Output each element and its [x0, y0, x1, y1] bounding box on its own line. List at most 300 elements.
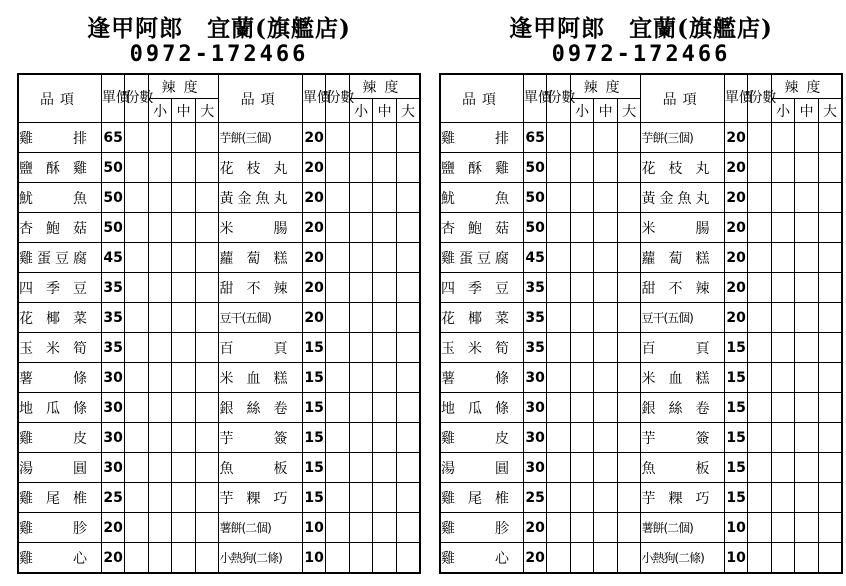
item-price: 20	[101, 513, 125, 543]
header-spicy-small: 小	[148, 99, 172, 123]
spicy-small-cell[interactable]	[349, 243, 373, 273]
item-name	[440, 303, 523, 333]
spicy-small-cell[interactable]	[570, 213, 594, 243]
spicy-small-cell[interactable]	[771, 183, 795, 213]
qty-cell[interactable]	[547, 153, 571, 183]
spicy-medium-cell[interactable]	[594, 453, 618, 483]
spicy-small-cell[interactable]	[349, 213, 373, 243]
spicy-large-cell[interactable]	[396, 273, 420, 303]
spicy-small-cell[interactable]	[349, 303, 373, 333]
spicy-small-cell[interactable]	[148, 543, 172, 574]
spicy-medium-cell[interactable]	[795, 303, 819, 333]
spicy-small-cell[interactable]	[570, 513, 594, 543]
qty-cell[interactable]	[326, 123, 350, 153]
header-spicy-small: 小	[349, 99, 373, 123]
spicy-large-cell[interactable]	[818, 333, 842, 363]
item-name-text: 薯條	[19, 370, 87, 387]
spicy-medium-cell[interactable]	[172, 123, 196, 153]
spicy-small-cell[interactable]	[771, 363, 795, 393]
spicy-medium-cell[interactable]	[594, 273, 618, 303]
qty-cell[interactable]	[125, 483, 149, 513]
spicy-large-cell[interactable]	[396, 363, 420, 393]
spicy-small-cell[interactable]	[570, 543, 594, 574]
spicy-large-cell[interactable]	[396, 513, 420, 543]
item-price: 45	[101, 243, 125, 273]
spicy-large-cell[interactable]	[818, 543, 842, 574]
spicy-large-cell[interactable]	[195, 243, 219, 273]
item-name-text: 銀絲卷	[219, 400, 288, 417]
item-name-text: 雞蛋豆腐	[441, 250, 509, 267]
spicy-large-cell[interactable]	[195, 123, 219, 153]
spicy-medium-cell[interactable]	[373, 363, 397, 393]
spicy-medium-cell[interactable]	[795, 123, 819, 153]
spicy-small-cell[interactable]	[349, 333, 373, 363]
header-item: 品項	[18, 74, 101, 123]
item-price: 15	[302, 363, 326, 393]
spicy-large-cell[interactable]	[396, 333, 420, 363]
spicy-large-cell[interactable]	[396, 423, 420, 453]
spicy-large-cell[interactable]	[617, 453, 641, 483]
spicy-small-cell[interactable]	[349, 393, 373, 423]
table-row	[440, 123, 842, 153]
spicy-large-cell[interactable]	[396, 483, 420, 513]
spicy-medium-cell[interactable]	[373, 333, 397, 363]
spicy-small-cell[interactable]	[771, 303, 795, 333]
qty-cell[interactable]	[748, 363, 772, 393]
spicy-medium-cell[interactable]	[594, 303, 618, 333]
spicy-small-cell[interactable]	[148, 153, 172, 183]
spicy-medium-cell[interactable]	[795, 393, 819, 423]
spicy-medium-cell[interactable]	[172, 543, 196, 574]
spicy-small-cell[interactable]	[771, 543, 795, 574]
spicy-large-cell[interactable]	[617, 303, 641, 333]
spicy-large-cell[interactable]	[818, 513, 842, 543]
spicy-large-cell[interactable]	[818, 123, 842, 153]
qty-cell[interactable]	[748, 153, 772, 183]
spicy-small-cell[interactable]	[771, 153, 795, 183]
spicy-medium-cell[interactable]	[373, 273, 397, 303]
item-name	[18, 183, 101, 213]
spicy-small-cell[interactable]	[570, 123, 594, 153]
qty-cell[interactable]	[748, 123, 772, 153]
order-sheet-right	[439, 0, 843, 586]
item-name	[219, 333, 302, 363]
qty-cell[interactable]	[125, 543, 149, 574]
spicy-medium-cell[interactable]	[795, 213, 819, 243]
qty-cell[interactable]	[547, 513, 571, 543]
spicy-large-cell[interactable]	[195, 273, 219, 303]
qty-cell[interactable]	[748, 303, 772, 333]
spicy-small-cell[interactable]	[148, 393, 172, 423]
spicy-small-cell[interactable]	[349, 423, 373, 453]
spicy-medium-cell[interactable]	[594, 183, 618, 213]
header-item: 品項	[641, 74, 724, 123]
qty-cell[interactable]	[125, 273, 149, 303]
spicy-large-cell[interactable]	[396, 453, 420, 483]
spicy-medium-cell[interactable]	[795, 453, 819, 483]
spicy-medium-cell[interactable]	[373, 123, 397, 153]
spicy-medium-cell[interactable]	[594, 123, 618, 153]
item-name	[440, 123, 523, 153]
spicy-medium-cell[interactable]	[594, 423, 618, 453]
spicy-medium-cell[interactable]	[795, 333, 819, 363]
spicy-large-cell[interactable]	[818, 243, 842, 273]
spicy-medium-cell[interactable]	[795, 273, 819, 303]
spicy-small-cell[interactable]	[771, 393, 795, 423]
spicy-large-cell[interactable]	[617, 393, 641, 423]
spicy-medium-cell[interactable]	[594, 513, 618, 543]
item-name-text: 芋粿巧	[641, 490, 710, 507]
item-price: 20	[724, 123, 748, 153]
spicy-small-cell[interactable]	[570, 363, 594, 393]
item-name	[18, 513, 101, 543]
qty-cell[interactable]	[748, 513, 772, 543]
qty-cell[interactable]	[326, 153, 350, 183]
qty-cell[interactable]	[326, 543, 350, 574]
spicy-large-cell[interactable]	[617, 363, 641, 393]
item-price: 30	[101, 363, 125, 393]
qty-cell[interactable]	[326, 423, 350, 453]
spicy-small-cell[interactable]	[771, 213, 795, 243]
table-row	[440, 483, 842, 513]
qty-cell[interactable]	[125, 183, 149, 213]
qty-cell[interactable]	[326, 333, 350, 363]
table-row	[440, 363, 842, 393]
spicy-large-cell[interactable]	[195, 453, 219, 483]
spicy-large-cell[interactable]	[818, 273, 842, 303]
qty-cell[interactable]	[547, 453, 571, 483]
table-row	[440, 153, 842, 183]
spicy-medium-cell[interactable]	[172, 483, 196, 513]
qty-cell[interactable]	[125, 453, 149, 483]
qty-cell[interactable]	[748, 333, 772, 363]
qty-cell[interactable]	[748, 423, 772, 453]
item-name-text: 薯條	[441, 370, 509, 387]
qty-cell[interactable]	[326, 393, 350, 423]
spicy-large-cell[interactable]	[195, 543, 219, 574]
qty-cell[interactable]	[547, 393, 571, 423]
spicy-medium-cell[interactable]	[795, 183, 819, 213]
qty-cell[interactable]	[326, 183, 350, 213]
spicy-medium-cell[interactable]	[795, 243, 819, 273]
spicy-small-cell[interactable]	[771, 483, 795, 513]
spicy-small-cell[interactable]	[349, 363, 373, 393]
qty-cell[interactable]	[326, 303, 350, 333]
spicy-small-cell[interactable]	[148, 213, 172, 243]
spicy-large-cell[interactable]	[195, 213, 219, 243]
spicy-medium-cell[interactable]	[172, 183, 196, 213]
spicy-small-cell[interactable]	[570, 243, 594, 273]
item-name	[18, 393, 101, 423]
item-price: 20	[724, 183, 748, 213]
item-name	[18, 543, 101, 574]
spicy-small-cell[interactable]	[148, 363, 172, 393]
item-name	[18, 363, 101, 393]
spicy-medium-cell[interactable]	[373, 453, 397, 483]
spicy-large-cell[interactable]	[617, 513, 641, 543]
item-name	[219, 153, 302, 183]
spicy-large-cell[interactable]	[818, 483, 842, 513]
item-name	[440, 273, 523, 303]
spicy-large-cell[interactable]	[818, 153, 842, 183]
spicy-large-cell[interactable]	[396, 153, 420, 183]
spicy-medium-cell[interactable]	[172, 513, 196, 543]
spicy-medium-cell[interactable]	[594, 213, 618, 243]
spicy-medium-cell[interactable]	[795, 153, 819, 183]
spicy-medium-cell[interactable]	[795, 543, 819, 574]
header-spicy-medium: 中	[172, 99, 196, 123]
qty-cell[interactable]	[326, 213, 350, 243]
spicy-medium-cell[interactable]	[172, 303, 196, 333]
spicy-large-cell[interactable]	[617, 153, 641, 183]
shop-title: 逢甲阿郎 宜蘭(旗艦店)	[87, 15, 351, 42]
spicy-large-cell[interactable]	[195, 153, 219, 183]
spicy-medium-cell[interactable]	[795, 363, 819, 393]
spicy-large-cell[interactable]	[818, 423, 842, 453]
qty-cell[interactable]	[547, 303, 571, 333]
spicy-large-cell[interactable]	[617, 333, 641, 363]
spicy-medium-cell[interactable]	[795, 483, 819, 513]
item-name-text: 芋餅(三個)	[641, 131, 693, 145]
spicy-medium-cell[interactable]	[373, 153, 397, 183]
spicy-large-cell[interactable]	[396, 243, 420, 273]
spicy-medium-cell[interactable]	[172, 393, 196, 423]
item-name-text: 芋餅(三個)	[219, 131, 271, 145]
qty-cell[interactable]	[125, 303, 149, 333]
spicy-small-cell[interactable]	[148, 483, 172, 513]
item-price: 15	[302, 393, 326, 423]
qty-cell[interactable]	[547, 423, 571, 453]
spicy-medium-cell[interactable]	[172, 333, 196, 363]
spicy-medium-cell[interactable]	[594, 393, 618, 423]
qty-cell[interactable]	[125, 153, 149, 183]
qty-cell[interactable]	[748, 183, 772, 213]
spicy-medium-cell[interactable]	[594, 543, 618, 574]
spicy-small-cell[interactable]	[349, 513, 373, 543]
qty-cell[interactable]	[547, 243, 571, 273]
header-spicy-large: 大	[396, 99, 420, 123]
spicy-large-cell[interactable]	[818, 453, 842, 483]
spicy-small-cell[interactable]	[349, 453, 373, 483]
spicy-large-cell[interactable]	[617, 123, 641, 153]
spicy-large-cell[interactable]	[195, 333, 219, 363]
item-price: 20	[724, 303, 748, 333]
item-name-text: 雞心	[441, 550, 509, 567]
qty-cell[interactable]	[748, 393, 772, 423]
spicy-small-cell[interactable]	[570, 303, 594, 333]
spicy-medium-cell[interactable]	[594, 483, 618, 513]
table-row	[18, 123, 420, 153]
item-name	[18, 273, 101, 303]
spicy-large-cell[interactable]	[818, 393, 842, 423]
spicy-medium-cell[interactable]	[172, 423, 196, 453]
spicy-large-cell[interactable]	[617, 183, 641, 213]
qty-cell[interactable]	[547, 333, 571, 363]
qty-cell[interactable]	[125, 123, 149, 153]
spicy-small-cell[interactable]	[148, 333, 172, 363]
spicy-medium-cell[interactable]	[795, 513, 819, 543]
spicy-small-cell[interactable]	[570, 453, 594, 483]
spicy-small-cell[interactable]	[148, 513, 172, 543]
spicy-small-cell[interactable]	[570, 183, 594, 213]
spicy-medium-cell[interactable]	[373, 303, 397, 333]
spicy-medium-cell[interactable]	[373, 213, 397, 243]
qty-cell[interactable]	[125, 333, 149, 363]
item-price: 30	[523, 363, 547, 393]
spicy-large-cell[interactable]	[396, 393, 420, 423]
spicy-small-cell[interactable]	[570, 273, 594, 303]
item-name-text: 四季豆	[441, 280, 509, 297]
spicy-small-cell[interactable]	[771, 273, 795, 303]
spicy-small-cell[interactable]	[771, 513, 795, 543]
qty-cell[interactable]	[547, 123, 571, 153]
spicy-large-cell[interactable]	[617, 483, 641, 513]
qty-cell[interactable]	[326, 273, 350, 303]
spicy-large-cell[interactable]	[396, 123, 420, 153]
spicy-large-cell[interactable]	[818, 183, 842, 213]
spicy-small-cell[interactable]	[771, 243, 795, 273]
item-name-text: 花枝丸	[219, 160, 288, 177]
qty-cell[interactable]	[125, 513, 149, 543]
spicy-medium-cell[interactable]	[795, 423, 819, 453]
spicy-large-cell[interactable]	[818, 213, 842, 243]
item-price: 10	[302, 513, 326, 543]
table-row	[18, 213, 420, 243]
spicy-small-cell[interactable]	[570, 483, 594, 513]
spicy-large-cell[interactable]	[195, 393, 219, 423]
spicy-small-cell[interactable]	[349, 183, 373, 213]
spicy-small-cell[interactable]	[570, 423, 594, 453]
spicy-medium-cell[interactable]	[172, 243, 196, 273]
spicy-large-cell[interactable]	[617, 273, 641, 303]
spicy-medium-cell[interactable]	[373, 243, 397, 273]
qty-cell[interactable]	[326, 243, 350, 273]
qty-cell[interactable]	[547, 363, 571, 393]
qty-cell[interactable]	[125, 243, 149, 273]
spicy-large-cell[interactable]	[195, 483, 219, 513]
qty-cell[interactable]	[748, 243, 772, 273]
spicy-medium-cell[interactable]	[594, 153, 618, 183]
table-row	[18, 243, 420, 273]
spicy-small-cell[interactable]	[771, 123, 795, 153]
qty-cell[interactable]	[326, 483, 350, 513]
spicy-large-cell[interactable]	[617, 243, 641, 273]
item-name-text: 魚板	[219, 460, 288, 477]
spicy-large-cell[interactable]	[396, 183, 420, 213]
spicy-large-cell[interactable]	[195, 183, 219, 213]
spicy-medium-cell[interactable]	[373, 393, 397, 423]
qty-cell[interactable]	[125, 423, 149, 453]
header-spicy-medium: 中	[795, 99, 819, 123]
spicy-small-cell[interactable]	[148, 183, 172, 213]
spicy-small-cell[interactable]	[349, 483, 373, 513]
header-spicy: 辣度	[148, 74, 219, 99]
spicy-medium-cell[interactable]	[172, 213, 196, 243]
spicy-medium-cell[interactable]	[172, 363, 196, 393]
spicy-large-cell[interactable]	[818, 363, 842, 393]
qty-cell[interactable]	[326, 453, 350, 483]
spicy-small-cell[interactable]	[349, 153, 373, 183]
spicy-large-cell[interactable]	[617, 423, 641, 453]
spicy-medium-cell[interactable]	[172, 453, 196, 483]
spicy-large-cell[interactable]	[195, 423, 219, 453]
qty-cell[interactable]	[125, 363, 149, 393]
spicy-small-cell[interactable]	[771, 453, 795, 483]
qty-cell[interactable]	[125, 393, 149, 423]
spicy-large-cell[interactable]	[818, 303, 842, 333]
table-row	[440, 423, 842, 453]
qty-cell[interactable]	[748, 483, 772, 513]
qty-cell[interactable]	[326, 363, 350, 393]
spicy-small-cell[interactable]	[570, 333, 594, 363]
spicy-large-cell[interactable]	[396, 543, 420, 574]
qty-cell[interactable]	[326, 513, 350, 543]
item-price: 10	[724, 543, 748, 574]
item-price: 35	[523, 333, 547, 363]
item-name	[219, 393, 302, 423]
spicy-small-cell[interactable]	[148, 273, 172, 303]
spicy-medium-cell[interactable]	[594, 243, 618, 273]
item-price: 15	[724, 453, 748, 483]
spicy-small-cell[interactable]	[148, 423, 172, 453]
spicy-large-cell[interactable]	[195, 303, 219, 333]
spicy-large-cell[interactable]	[195, 513, 219, 543]
spicy-small-cell[interactable]	[349, 273, 373, 303]
qty-cell[interactable]	[547, 543, 571, 574]
qty-cell[interactable]	[125, 213, 149, 243]
spicy-medium-cell[interactable]	[373, 513, 397, 543]
item-name	[219, 513, 302, 543]
spicy-small-cell[interactable]	[349, 543, 373, 574]
spicy-small-cell[interactable]	[570, 153, 594, 183]
spicy-medium-cell[interactable]	[594, 333, 618, 363]
item-name	[219, 453, 302, 483]
spicy-large-cell[interactable]	[195, 363, 219, 393]
spicy-medium-cell[interactable]	[373, 483, 397, 513]
spicy-small-cell[interactable]	[148, 303, 172, 333]
item-name	[18, 303, 101, 333]
qty-cell[interactable]	[748, 273, 772, 303]
spicy-large-cell[interactable]	[396, 303, 420, 333]
spicy-small-cell[interactable]	[570, 393, 594, 423]
spicy-medium-cell[interactable]	[172, 273, 196, 303]
qty-cell[interactable]	[547, 213, 571, 243]
spicy-large-cell[interactable]	[396, 213, 420, 243]
spicy-medium-cell[interactable]	[373, 183, 397, 213]
shop-title: 逢甲阿郎 宜蘭(旗艦店)	[509, 15, 773, 42]
spicy-medium-cell[interactable]	[594, 363, 618, 393]
spicy-small-cell[interactable]	[148, 243, 172, 273]
spicy-medium-cell[interactable]	[172, 153, 196, 183]
spicy-small-cell[interactable]	[771, 333, 795, 363]
spicy-small-cell[interactable]	[148, 123, 172, 153]
qty-cell[interactable]	[547, 183, 571, 213]
spicy-medium-cell[interactable]	[373, 543, 397, 574]
qty-cell[interactable]	[547, 273, 571, 303]
spicy-small-cell[interactable]	[349, 123, 373, 153]
qty-cell[interactable]	[748, 543, 772, 574]
spicy-large-cell[interactable]	[617, 213, 641, 243]
spicy-small-cell[interactable]	[771, 423, 795, 453]
table-row	[18, 183, 420, 213]
qty-cell[interactable]	[547, 483, 571, 513]
spicy-large-cell[interactable]	[617, 543, 641, 574]
spicy-medium-cell[interactable]	[373, 423, 397, 453]
item-price: 15	[302, 423, 326, 453]
qty-cell[interactable]	[748, 213, 772, 243]
qty-cell[interactable]	[748, 453, 772, 483]
spicy-small-cell[interactable]	[148, 453, 172, 483]
